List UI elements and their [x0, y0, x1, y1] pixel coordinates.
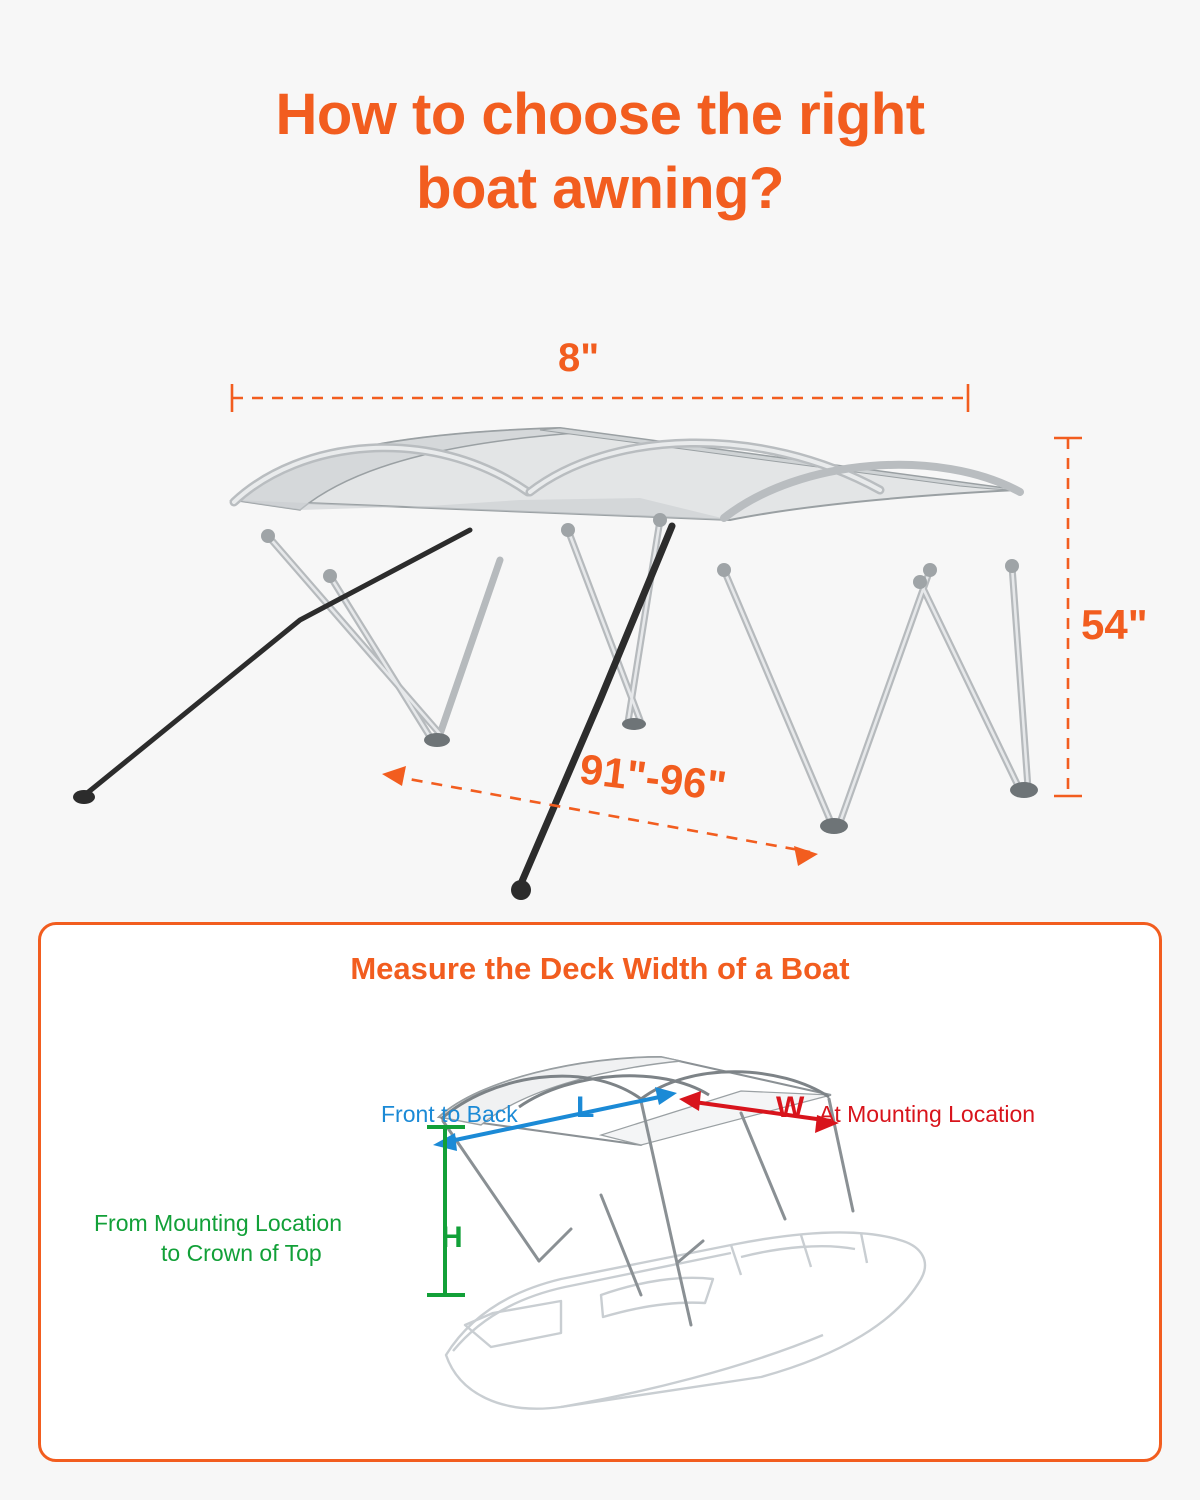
height-label-letter: H: [441, 1221, 463, 1254]
dimension-width-label: 8": [558, 336, 600, 380]
page-title: [0, 78, 1200, 226]
width-label-text: At Mounting Location: [819, 1101, 1036, 1127]
length-label-text: Front to Back: [381, 1101, 518, 1127]
dimension-length-label: 91"-96": [577, 745, 730, 810]
height-label-text-line-1: From Mounting Location: [94, 1210, 343, 1236]
card-title: Measure the Deck Width of a Boat: [350, 951, 850, 986]
bimini-top-illustration: [0, 320, 1200, 910]
width-label-letter: W: [776, 1091, 805, 1124]
page-title-line-2: boat awning?: [416, 156, 784, 222]
length-label-letter: L: [576, 1091, 595, 1124]
deck-width-card: [38, 922, 1162, 1462]
deck-measurement-diagram: [41, 995, 1159, 1455]
page-title-line-1: How to choose the right: [275, 82, 925, 147]
bimini-top-diagram: [0, 320, 1200, 910]
height-label-text-line-2: to Crown of Top: [161, 1240, 322, 1266]
dimension-height-label: 54": [1081, 601, 1148, 648]
